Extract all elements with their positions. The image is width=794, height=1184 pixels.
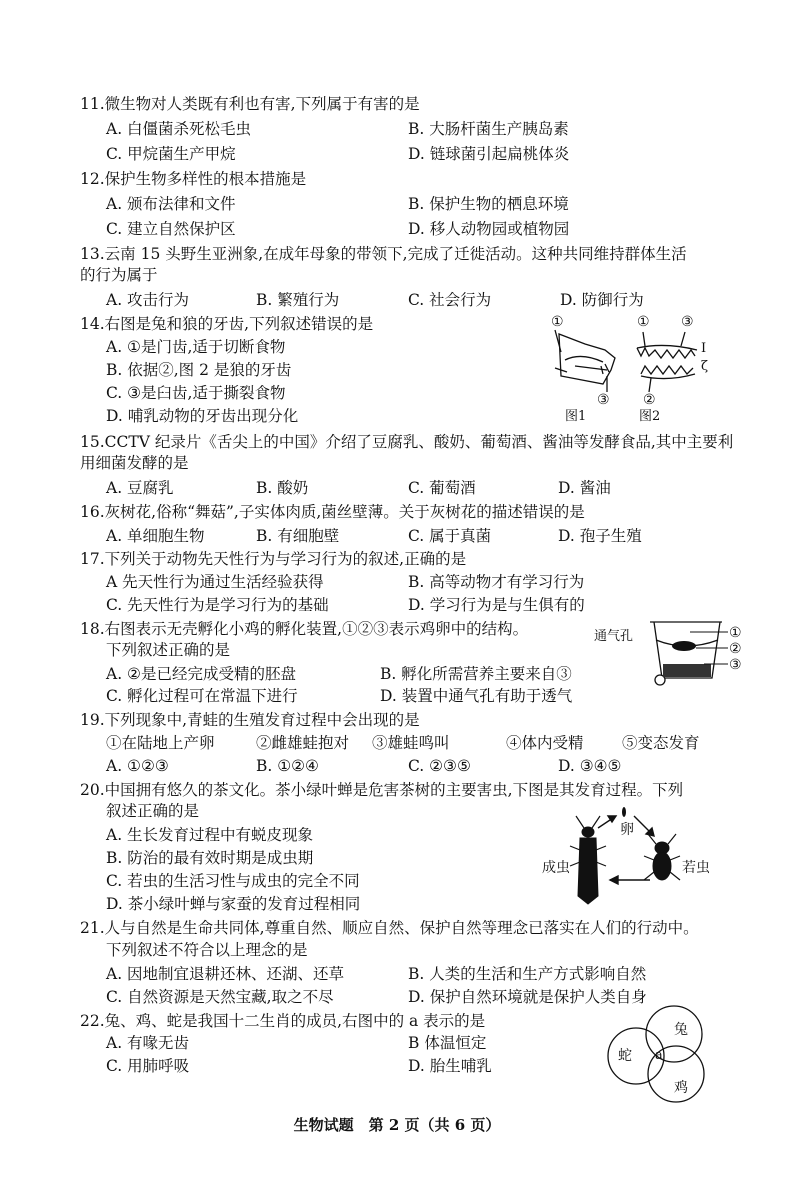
option-b: B. 高等动物才有学习行为 <box>408 573 585 591</box>
question-stem: 微生物对人类既有利也有害,下列属于有害的是 <box>104 95 420 113</box>
option-d: D. 孢子生殖 <box>558 527 642 545</box>
option-a: A. 有喙无齿 <box>106 1034 190 1052</box>
label-1: ① <box>551 314 564 330</box>
label-1: ① <box>729 625 742 641</box>
option-d: D. ③④⑤ <box>558 757 622 775</box>
question-stem: 下列现象中,青蛙的生殖发育过程中会出现的是 <box>104 711 420 729</box>
item-2: ②雌雄蛙抱对 <box>256 734 350 752</box>
egg-label: 卵 <box>620 822 634 838</box>
option-c: C. 用肺呼吸 <box>106 1057 190 1075</box>
option-d: D. 茶小绿叶蝉与家蚕的发育过程相同 <box>106 895 361 913</box>
option-c: C. 若虫的生活习性与成虫的完全不同 <box>106 872 360 890</box>
option-d: D. 学习行为是与生俱有的 <box>408 596 585 614</box>
label-3-fig2: ③ <box>681 314 694 330</box>
label-2: ② <box>729 641 742 657</box>
adult-insect-drawing <box>570 816 606 904</box>
question-17: 17.下列关于动物先天性行为与学习行为的叙述,正确的是 <box>80 550 467 568</box>
question-stem-line2: 下列叙述不符合以上理念的是 <box>106 941 308 959</box>
option-b: B. 防治的最有效时期是成虫期 <box>106 849 314 867</box>
intersection-a-label: a <box>655 1048 663 1063</box>
question-stem: 灰树花,俗称“舞菇”,子实体肉质,菌丝壁薄。关于灰树花的描述错误的是 <box>104 503 585 521</box>
vent-label: 通气孔 <box>594 629 634 644</box>
label-3: ③ <box>729 657 742 673</box>
yolk <box>672 641 696 651</box>
option-b: B. ①②④ <box>256 757 319 775</box>
option-c: C. 建立自然保护区 <box>106 220 236 238</box>
question-12: 12.保护生物多样性的根本措施是 <box>80 170 307 188</box>
option-a: A 先天性行为通过生活经验获得 <box>106 573 324 591</box>
label-1-fig2: ① <box>637 314 650 330</box>
question-14: 14.右图是兔和狼的牙齿,下列叙述错误的是 <box>80 315 374 333</box>
option-a: A. 豆腐乳 <box>106 479 174 497</box>
venn-diagram <box>598 1004 728 1112</box>
nymph-insect-drawing <box>644 834 680 880</box>
option-c: C. 葡萄酒 <box>408 479 476 497</box>
option-a: A. ①是门齿,适于切断食物 <box>106 338 286 356</box>
question-20: 20.中国拥有悠久的茶文化。茶小绿叶蝉是危害茶树的主要害虫,下图是其发育过程。下列 <box>80 781 684 799</box>
question-stem: 下列关于动物先天性行为与学习行为的叙述,正确的是 <box>104 550 467 568</box>
option-b: B. 人类的生活和生产方式影响自然 <box>408 965 647 983</box>
question-stem: CCTV 纪录片《舌尖上的中国》介绍了豆腐乳、酸奶、葡萄酒、酱油等发酵食品,其中主要利 <box>104 433 734 451</box>
question-stem-line2: 的行为属于 <box>80 266 158 284</box>
caption-fig2: 图2 <box>639 409 661 424</box>
option-c: C. 甲烷菌生产甲烷 <box>106 145 236 163</box>
item-1: ①在陆地上产卵 <box>106 734 215 752</box>
option-b: B 体温恒定 <box>408 1034 487 1052</box>
question-16: 16.灰树花,俗称“舞菇”,子实体肉质,菌丝壁薄。关于灰树花的描述错误的是 <box>80 503 585 521</box>
item-3: ③雄蛙鸣叫 <box>372 734 450 752</box>
option-c: C. 社会行为 <box>408 291 492 309</box>
question-stem: 云南 15 头野生亚洲象,在成年母象的带领下,完成了迁徙活动。这种共同维持群体生活 <box>104 245 687 263</box>
option-b: B. 孵化所需营养主要来自③ <box>380 665 572 683</box>
page-footer: 生物试题 第 2 页（共 6 页） <box>293 1116 501 1134</box>
option-a: A. 白僵菌杀死松毛虫 <box>106 120 252 138</box>
option-a: A. 单细胞生物 <box>106 527 205 545</box>
option-d: D. 防御行为 <box>560 291 644 309</box>
teeth-figure <box>545 312 720 424</box>
mark-1: Ⅰ <box>701 341 707 356</box>
option-b: B. 依据②,图 2 是狼的牙齿 <box>106 361 292 379</box>
caption-fig1: 图1 <box>565 409 587 424</box>
item-4: ④体内受精 <box>506 734 584 752</box>
option-a: A. 攻击行为 <box>106 291 190 309</box>
option-b: B. 大肠杆菌生产胰岛素 <box>408 120 569 138</box>
mark-2: ζ <box>701 359 709 374</box>
option-c: C. 孵化过程可在常温下进行 <box>106 687 298 705</box>
label-3-fig1: ③ <box>597 392 610 408</box>
question-stem-line2: 叙述正确的是 <box>106 802 200 820</box>
question-13: 13.云南 15 头野生亚洲象,在成年母象的带领下,完成了迁徙活动。这种共同维持群体生活 <box>80 245 687 263</box>
option-b: B. 酸奶 <box>256 479 309 497</box>
adult-label: 成虫 <box>542 860 570 876</box>
question-15: 15.CCTV 纪录片《舌尖上的中国》介绍了豆腐乳、酸奶、葡萄酒、酱油等发酵食品,其中主要利 <box>80 433 734 451</box>
albumen-bottom <box>663 664 711 677</box>
question-22: 22.兔、鸡、蛇是我国十二生肖的成员,右图中的 a 表示的是 <box>80 1012 486 1030</box>
rabbit-label: 兔 <box>674 1022 688 1038</box>
question-18: 18.右图表示无壳孵化小鸡的孵化装置,①②③表示鸡卵中的结构。 <box>80 620 529 638</box>
option-d: D. 胎生哺乳 <box>408 1057 492 1075</box>
question-19: 19.下列现象中,青蛙的生殖发育过程中会出现的是 <box>80 711 420 729</box>
option-d: D. 移人动物园或植物园 <box>408 220 570 238</box>
option-d: D. 链球菌引起扁桃体炎 <box>408 145 570 163</box>
option-a: A. 颁布法律和文件 <box>106 195 236 213</box>
option-d: D. 保护自然环境就是保护人类自身 <box>408 988 647 1006</box>
option-a: A. ①②③ <box>106 757 169 775</box>
option-a: A. 因地制宜退耕还林、还湖、还草 <box>106 965 345 983</box>
item-5: ⑤变态发育 <box>622 734 700 752</box>
option-c: C. ②③⑤ <box>408 757 471 775</box>
question-stem: 兔、鸡、蛇是我国十二生肖的成员,右图中的 a 表示的是 <box>104 1012 486 1030</box>
option-b: B. 有细胞壁 <box>256 527 340 545</box>
option-c: C. 自然资源是天然宝藏,取之不尽 <box>106 988 334 1006</box>
incubator-figure <box>594 618 754 690</box>
snake-label: 蛇 <box>618 1048 632 1064</box>
option-d: D. 酱油 <box>558 479 611 497</box>
question-stem-line2: 用细菌发酵的是 <box>80 454 189 472</box>
option-b: B. 繁殖行为 <box>256 291 340 309</box>
option-c: C. 先天性行为是学习行为的基础 <box>106 596 329 614</box>
insect-cycle-figure <box>526 800 726 910</box>
option-d: D. 装置中通气孔有助于透气 <box>380 687 573 705</box>
chicken-label: 鸡 <box>674 1080 688 1096</box>
question-11: 11.微生物对人类既有利也有害,下列属于有害的是 <box>80 95 420 113</box>
option-c: C. 属于真菌 <box>408 527 492 545</box>
option-b: B. 保护生物的栖息环境 <box>408 195 569 213</box>
option-d: D. 哺乳动物的牙齿出现分化 <box>106 407 299 425</box>
question-stem: 右图表示无壳孵化小鸡的孵化装置,①②③表示鸡卵中的结构。 <box>104 620 529 638</box>
wolf-teeth-drawing <box>637 332 697 392</box>
option-a: A. 生长发育过程中有蜕皮现象 <box>106 826 314 844</box>
question-21: 21.人与自然是生命共同体,尊重自然、顺应自然、保护自然等理念已落实在人们的行动中。 <box>80 919 699 937</box>
rabbit-teeth-drawing <box>555 330 615 392</box>
option-a: A. ②是已经完成受精的胚盘 <box>106 665 296 683</box>
nymph-label: 若虫 <box>682 860 710 876</box>
question-stem-line2: 下列叙述正确的是 <box>106 641 231 659</box>
egg-drawing <box>622 807 626 817</box>
option-c: C. ③是臼齿,适于撕裂食物 <box>106 384 286 402</box>
question-stem: 人与自然是生命共同体,尊重自然、顺应自然、保护自然等理念已落实在人们的行动中。 <box>104 919 699 937</box>
question-stem: 右图是兔和狼的牙齿,下列叙述错误的是 <box>104 315 374 333</box>
label-2-fig2: ② <box>643 392 656 408</box>
question-stem: 中国拥有悠久的茶文化。茶小绿叶蝉是危害茶树的主要害虫,下图是其发育过程。下列 <box>104 781 684 799</box>
question-stem: 保护生物多样性的根本措施是 <box>104 170 307 188</box>
